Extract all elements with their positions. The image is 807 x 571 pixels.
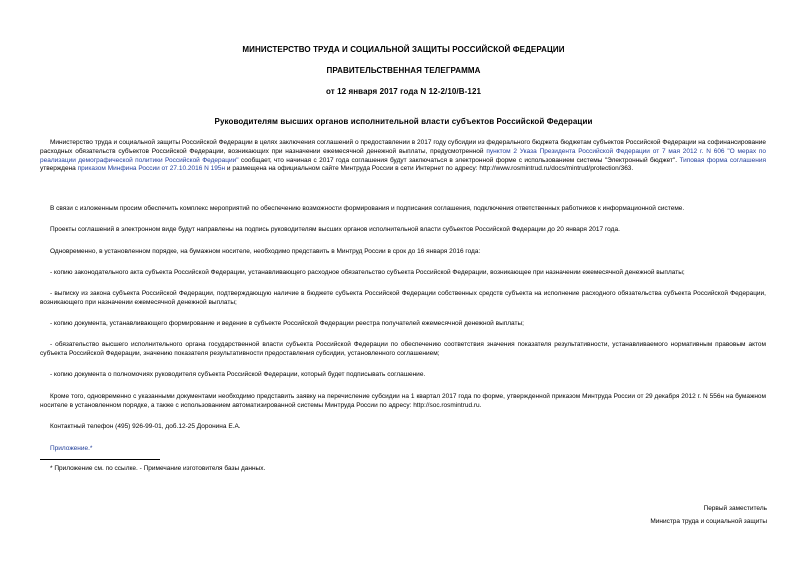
addressee: Руководителям высших органов исполнительной власти субъектов Российской Федерации	[214, 117, 593, 126]
intro-text-1: Министерство труда и социальной защиты Российской Федерации в целях заключения соглашений о предоставлении в 2017 году субсидии из федерального бюджета бюджетам субъектов Российской Федерации на софинансирование расходных обязательств субъектов Российской Федерации, возникающих при назначении ежемесячной денежной выплаты, предусмотренной	[40, 139, 766, 155]
list-item-registry-doc: - копию документа, устанавливающего формирование и ведение в субъекте Российской Федерации реестра получателей ежемесячной денежной выплаты;	[50, 320, 524, 327]
paragraph-documents: Одновременно, в установленном порядке, на бумажном носителе, необходимо представить в Минтруд России в срок до 16 января 2016 года:	[50, 248, 481, 255]
signature-position: Первый заместитель	[703, 505, 767, 512]
minfin-order-link[interactable]: приказом Минфина России от 27.10.2016 N 195н	[77, 165, 226, 173]
intro-text-3: утверждена	[40, 165, 78, 173]
document-date-number: от 12 января 2017 года N 12-2/10/В-121	[325, 87, 482, 96]
intro-text-2: сообщает, что начиная с 2017 года соглашения будут заключаться в электронной форме с использованием системы "Электронный бюджет".	[238, 156, 680, 164]
paragraph-intro	[40, 139, 766, 174]
footnote: * Приложение см. по ссылке. - Примечание изготовителя базы данных.	[50, 465, 266, 472]
signature-ministry: Министра труда и социальной защиты	[650, 518, 767, 525]
contact-phone: Контактный телефон (495) 926-99-01, доб.12-25 Доронина Е.А.	[50, 423, 241, 430]
paragraph-application: Кроме того, одновременно с указанными документами необходимо представить заявку на перечисление субсидии на 1 квартал 2017 года по форме, утвержденной приказом Минтруда России от 29 декабря 2012 г. N 556н на бумажном носителе в установленном порядке, а также с использованием автоматизированной системы Минтруда России по адресу: http://soc.rosmintrud.ru.	[40, 393, 766, 409]
list-item-law-copy: - копию законодательного акта субъекта Российской Федерации, устанавливающего расходное обязательство субъекта Российской Федерации, возникающее при назначении ежемесячной денежной выплаты;	[50, 269, 685, 276]
attachment-link-row	[40, 445, 766, 454]
list-item-obligation: - обязательство высшего исполнительного органа государственной власти субъекта Российской Федерации по обеспечению соответствия значения показателя результативности, устанавливаемого нормативным правовым актом субъекта Российской Федерации, значению показателя результативности предоставления субсидии, установленного соглашением;	[40, 341, 766, 357]
intro-text-4: и размещена на официальном сайте Минтруда России в сети Интернет по адресу: http://www.rosmintrud.ru/docs/mintrud/protection/363.	[225, 165, 634, 173]
paragraph-request: В связи с изложенным просим обеспечить комплекс мероприятий по обеспечению возможности формирования и подписания соглашения, подключения ответственных работников к информационной системе.	[50, 205, 685, 212]
attachment-link[interactable]: Приложение.*	[50, 445, 93, 452]
ministry-title: МИНИСТЕРСТВО ТРУДА И СОЦИАЛЬНОЙ ЗАЩИТЫ РОССИЙСКОЙ ФЕДЕРАЦИИ	[242, 45, 565, 54]
paragraph-drafts: Проекты соглашений в электронном виде будут направлены на подпись руководителям высших органов исполнительной власти субъектов Российской Федерации до 20 января 2017 года.	[50, 226, 620, 233]
decree-606-link[interactable]: пунктом 2 Указа Президента Российской Федерации от 7 мая 2012 г. N 606 "О мерах по реализации демографической политики Российской Федерации"	[40, 147, 766, 164]
list-item-authority-doc: - копию документа о полномочиях руководителя субъекта Российской Федерации, который будет подписывать соглашение.	[50, 371, 426, 378]
list-item-budget-extract: - выписку из закона субъекта Российской Федерации, подтверждающую наличие в бюджете субъекта Российской Федерации собственных средств субъекта на исполнение расходного обязательства субъекта Российской Федерации, возникающего при назначении ежемесячной денежной выплаты;	[40, 290, 766, 306]
standard-form-link[interactable]: Типовая форма соглашения	[679, 156, 767, 164]
document-type: ПРАВИТЕЛЬСТВЕННАЯ ТЕЛЕГРАММА	[326, 66, 481, 75]
footnote-divider	[40, 459, 160, 460]
